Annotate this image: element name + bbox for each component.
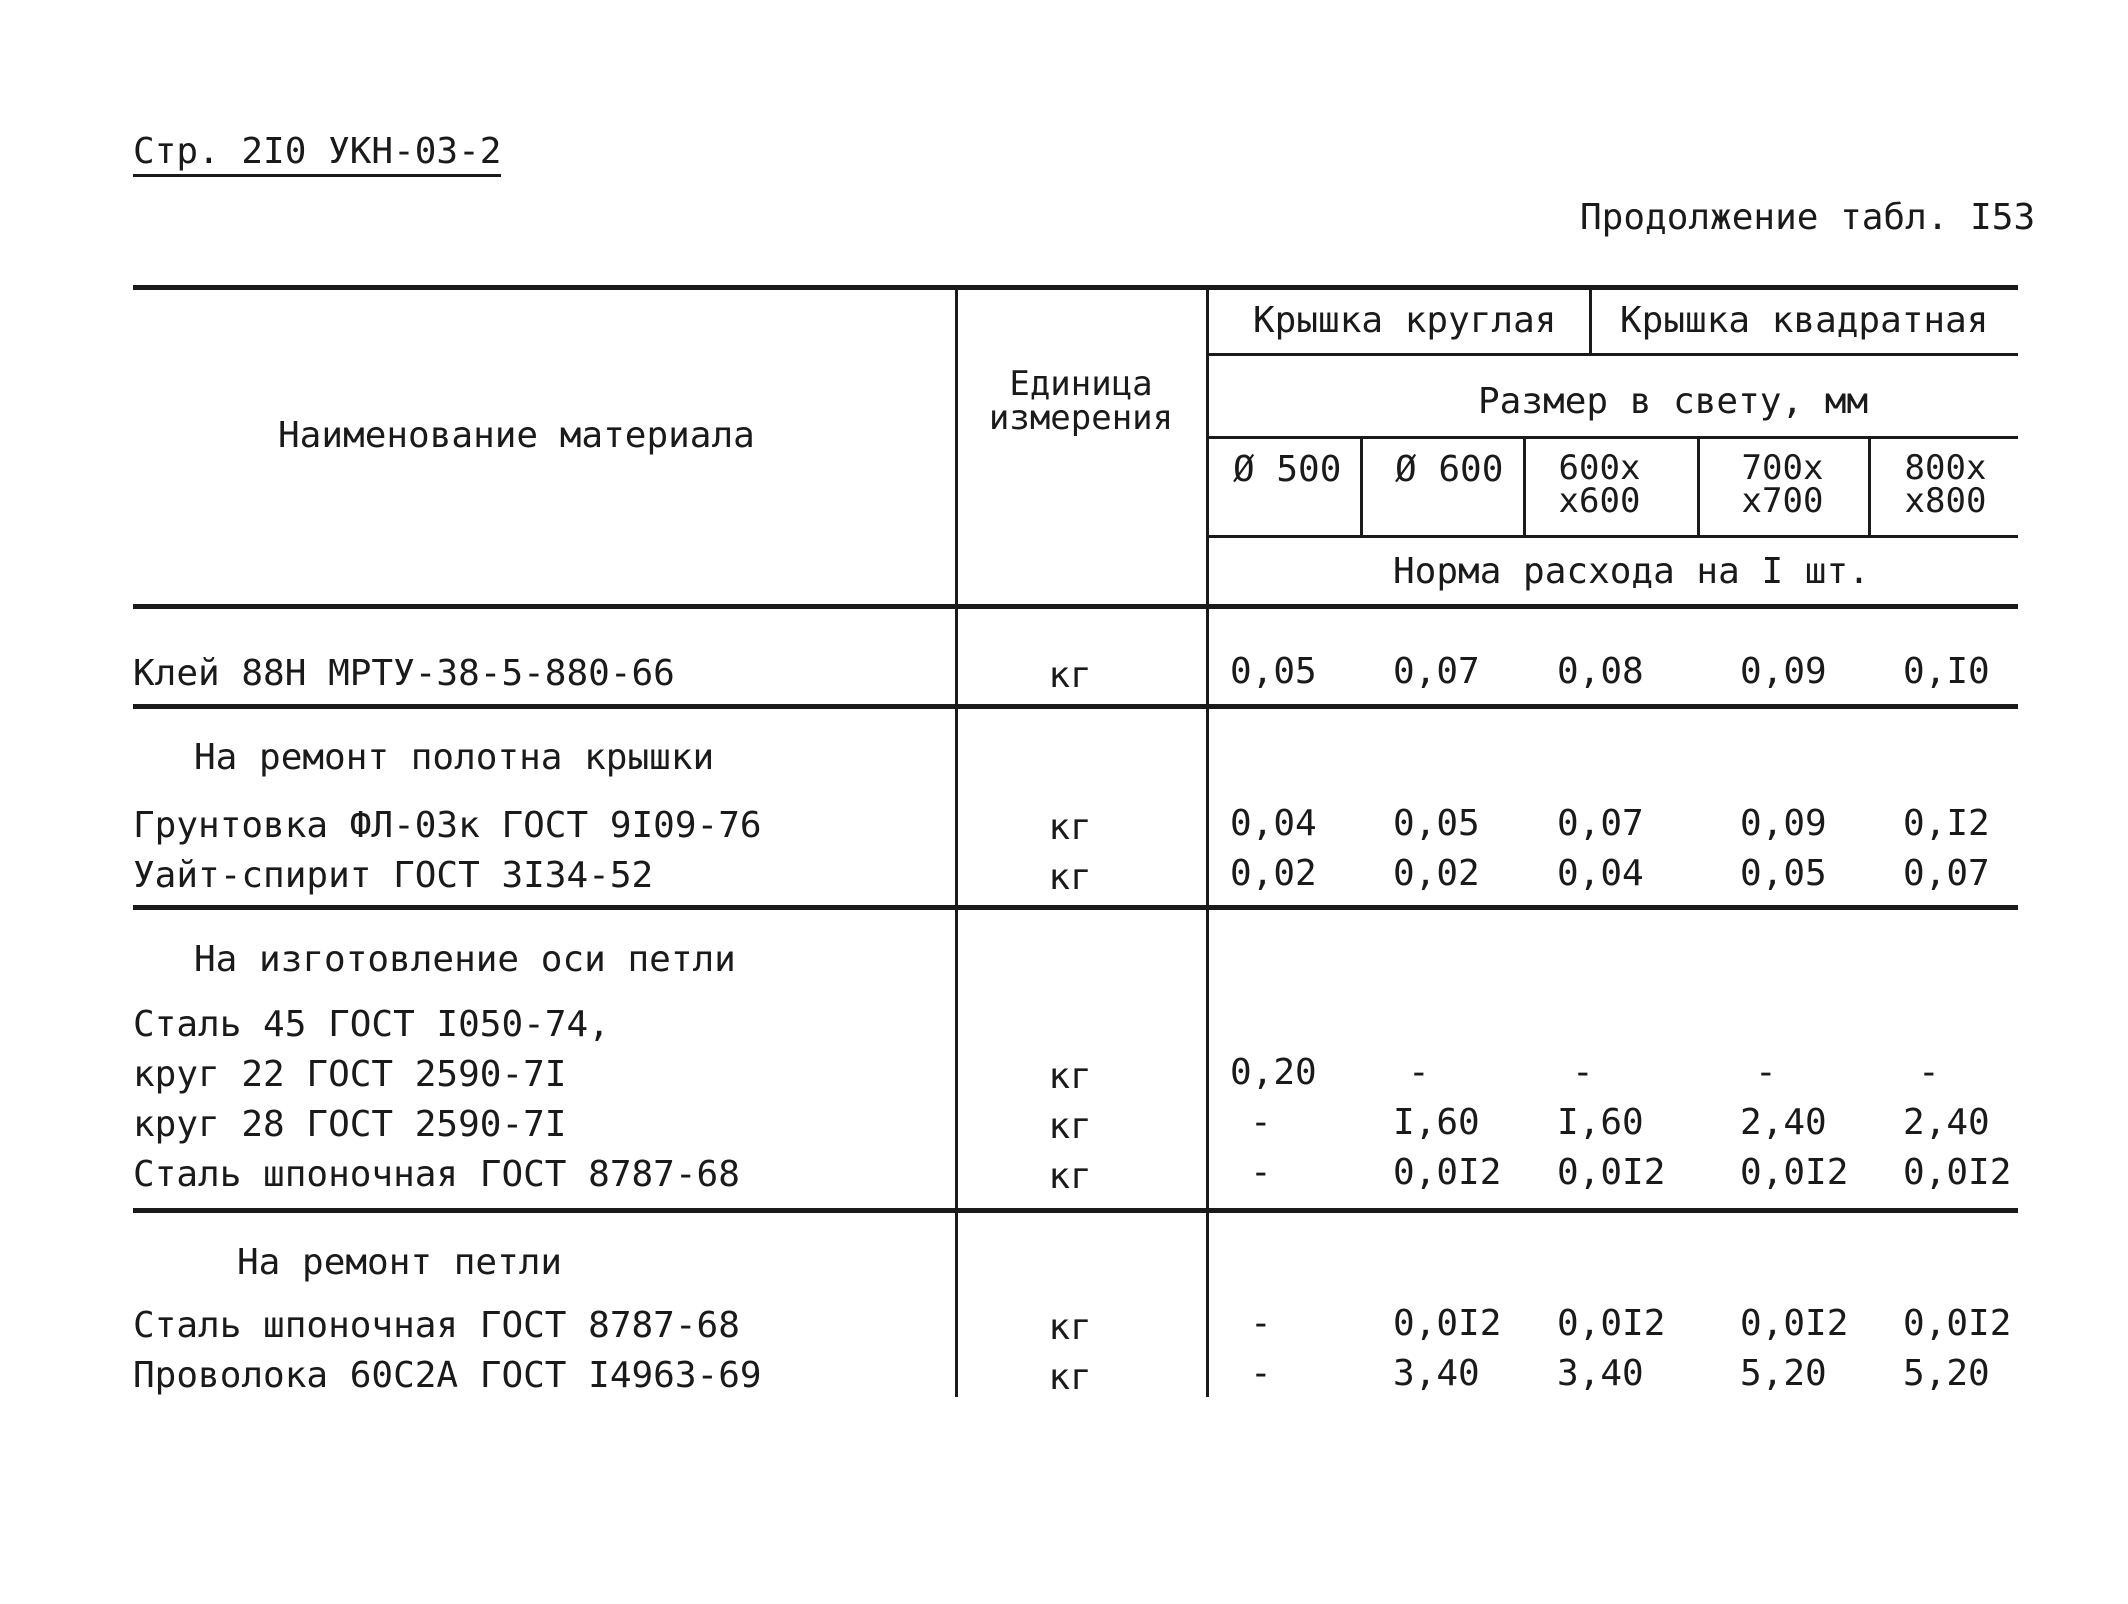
value-800: 0,07 [1903,853,1990,894]
section-3-rule [133,1208,2018,1213]
size-col-divider-1 [1360,438,1363,535]
value-600: 0,0I2 [1557,1152,1666,1193]
value-d500: 0,05 [1230,651,1317,692]
square-cover-header: Крышка квадратная [1620,300,1989,341]
value-600: I,60 [1557,1102,1644,1143]
size-header-700-line2: х700 [1741,481,1824,521]
value-d600: 3,40 [1393,1353,1480,1394]
value-800: 2,40 [1903,1102,1990,1143]
value-d600: 0,0I2 [1393,1303,1502,1344]
material-name: Сталь шпоночная ГОСТ 8787-68 [133,1154,740,1195]
page-reference: Стр. 2I0 УКН-03-2 [133,132,501,177]
section-title: На ремонт полотна крышки [194,737,715,778]
value-600: 3,40 [1557,1353,1644,1394]
value-700: 5,20 [1740,1353,1827,1394]
value-700: 2,40 [1740,1102,1827,1143]
size-col-divider-3 [1697,438,1700,535]
unit-cell: кг [1048,1056,1092,1097]
cover-type-rule [1208,353,2018,356]
value-d600: 0,0I2 [1393,1152,1502,1193]
material-name: Проволока 60С2А ГОСТ I4963-69 [133,1355,762,1396]
size-header-d600: Ø 600 [1395,449,1504,490]
value-600: - [1572,1052,1594,1093]
material-name: Уайт-спирит ГОСТ 3I34-52 [133,855,654,896]
material-name: Сталь 45 ГОСТ I050-74, [133,1004,610,1045]
value-600: 0,07 [1557,803,1644,844]
size-header-d500: Ø 500 [1233,449,1342,490]
value-700: 0,09 [1740,651,1827,692]
size-caption-rule [1208,436,2018,439]
value-d500: - [1250,1152,1272,1193]
material-name: Грунтовка ФЛ-03к ГОСТ 9I09-76 [133,805,762,846]
size-col-divider-2 [1523,438,1526,535]
value-d500: 0,20 [1230,1052,1317,1093]
unit-cell: кг [1048,655,1092,696]
table-continuation-label: Продолжение табл. I53 [1580,197,2036,238]
size-header-600-line1: 600х [1558,448,1641,488]
consumption-norm-header: Норма расхода на I шт. [1393,551,1870,592]
value-800: 0,0I2 [1903,1152,2012,1193]
size-header-700-line1: 700х [1741,448,1824,488]
value-700: 0,09 [1740,803,1827,844]
table-top-rule [133,285,2018,290]
unit-cell: кг [1048,1357,1092,1398]
unit-cell: кг [1048,1307,1092,1348]
size-header-800-line1: 800х [1904,448,1987,488]
value-800: - [1918,1052,1940,1093]
size-header-600-line2: х600 [1558,481,1641,521]
value-700: 0,0I2 [1740,1303,1849,1344]
unit-cell: кг [1048,807,1092,848]
size-col-divider-4 [1868,438,1871,535]
value-d600: - [1408,1052,1430,1093]
unit-cell: кг [1048,1106,1092,1147]
section-title: На изготовление оси петли [194,939,736,980]
value-800: 0,I0 [1903,651,1990,692]
value-800: 0,I2 [1903,803,1990,844]
unit-cell: кг [1048,857,1092,898]
size-values-rule [1208,535,2018,538]
value-d500: - [1250,1303,1272,1344]
section-2-rule [133,905,2018,910]
material-name: круг 22 ГОСТ 2590-7I [133,1054,567,1095]
section-title: На ремонт петли [237,1242,563,1283]
value-700: - [1755,1052,1777,1093]
size-header-800-line2: х800 [1904,481,1987,521]
value-700: 0,05 [1740,853,1827,894]
value-600: 0,04 [1557,853,1644,894]
value-d600: I,60 [1393,1102,1480,1143]
cover-type-divider [1589,287,1592,355]
value-600: 0,08 [1557,651,1644,692]
section-1-rule [133,704,2018,709]
value-d500: 0,04 [1230,803,1317,844]
material-name: Клей 88Н МРТУ-38-5-880-66 [133,653,675,694]
value-d500: 0,02 [1230,853,1317,894]
value-800: 0,0I2 [1903,1303,2012,1344]
header-bottom-rule [133,604,2018,609]
unit-column-header-line1: Единица [1009,364,1153,404]
material-name: Сталь шпоночная ГОСТ 8787-68 [133,1305,740,1346]
unit-column-header-line2: измерения [988,398,1174,438]
value-d600: 0,07 [1393,651,1480,692]
value-d600: 0,05 [1393,803,1480,844]
material-name: круг 28 ГОСТ 2590-7I [133,1104,567,1145]
value-d500: - [1250,1102,1272,1143]
value-700: 0,0I2 [1740,1152,1849,1193]
value-600: 0,0I2 [1557,1303,1666,1344]
unit-values-divider [1206,287,1209,1397]
unit-cell: кг [1048,1156,1092,1197]
value-d500: - [1250,1353,1272,1394]
value-d600: 0,02 [1393,853,1480,894]
clear-size-header: Размер в свету, мм [1478,381,1869,422]
round-cover-header: Крышка круглая [1253,300,1557,341]
material-column-header: Наименование материала [278,415,755,456]
value-800: 5,20 [1903,1353,1990,1394]
